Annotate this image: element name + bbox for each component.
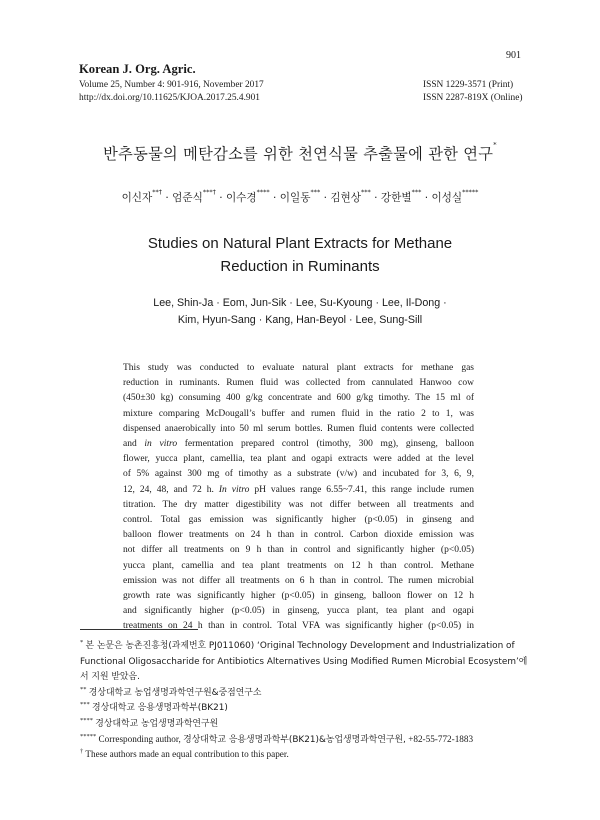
author-mark: *** (411, 188, 422, 196)
author-kr: 엄준식 (172, 192, 203, 204)
title-korean-text: 반추동물의 메탄감소를 위한 천연식물 추출물에 관한 연구 (103, 145, 494, 163)
footnote-corresponding (80, 732, 520, 748)
author-kr: 김현상 (330, 192, 362, 204)
footnote-affiliation (80, 685, 520, 701)
author-mark: *** (310, 188, 321, 196)
author-kr: 이성실 (431, 192, 463, 204)
author-mark: ***† (202, 188, 216, 196)
author-mark: **** (256, 188, 270, 196)
author-kr: 이수경 (225, 192, 257, 204)
title-english (0, 232, 600, 278)
issn-info (423, 79, 522, 104)
author-mark: *** (361, 188, 371, 196)
footnote-text: 경상대학교 농업생명과학연구원 (95, 718, 219, 729)
issue-info (79, 79, 264, 104)
footnote-text: 경상대학교 응용생명과학부(BK21) (92, 703, 228, 714)
footnote-divider (80, 629, 198, 630)
footnote-text: 경상대학교 농업생명과학연구원&중점연구소 (88, 687, 262, 698)
author-mark: **† (152, 188, 163, 196)
footnotes (80, 638, 528, 762)
footnote-text: Corresponding author, (98, 733, 181, 744)
authors-korean: 이신자**† · 엄준식***† · 이수경**** · 이일동*** · 김현상*** · 강한별*** · 이성실***** (121, 188, 479, 204)
title-footnote-mark: * (493, 141, 497, 149)
abstract-line: balloon flower treatments on 24 h than in control. Carbon dioxide emission was (123, 530, 474, 541)
footnote-text: 서 지원 받았음. (80, 672, 140, 683)
title-korean (0, 143, 600, 164)
abstract-text: 12, 24, 48, and 72 h. (123, 484, 214, 495)
abstract-line: emission was not differ all treatments on 6 h than in control. The rumen microbial (123, 575, 474, 586)
abstract-line: mixture comparing McDougall’s buffer and rumen fluid in the ratio 2 to 1, was (123, 408, 474, 419)
title-english-line: Studies on Natural Plant Extracts for Methane (147, 235, 453, 252)
footnote-mark: * (80, 639, 84, 646)
author-mark: ***** (462, 188, 479, 196)
abstract-text: fermentation prepared control (timothy, 300 mg), ginseng, balloon (184, 439, 475, 450)
footnote-mark: *** (80, 701, 90, 709)
abstract-line: and significantly higher (p<0.05) in ginseng, yucca plant, tea plant and ogapi (123, 606, 474, 617)
issn-online: ISSN 2287-819X (Online) (423, 92, 523, 103)
authors-english (0, 295, 600, 329)
author-kr: 이신자 (121, 192, 153, 204)
footnote-funding (80, 638, 520, 654)
abstract (123, 361, 474, 635)
page-number: 901 (506, 50, 521, 61)
footnote-mark: **** (80, 716, 93, 724)
abstract-line: treatments on 24 h than in control. Total VFA was significantly higher (p<0.05) in (123, 621, 474, 632)
footnote-text: These authors made an equal contribution to this paper. (85, 749, 289, 760)
authors-english-line: Kim, Hyun-Sang · Kang, Han-Beyol · Lee, Sung-Sill (177, 314, 423, 326)
author-kr: 이일동 (279, 192, 311, 204)
abstract-line (123, 437, 474, 452)
abstract-line: This study was conducted to evaluate natural plant extracts for methane gas (123, 363, 474, 373)
issn-print: ISSN 1229-3571 (Print) (423, 80, 514, 90)
abstract-line: dispensed anaerobically into 50 ml serum bottles. Rumen fluid contents were collected (123, 423, 474, 434)
footnote-text: 본 논문은 농촌진흥청(과제번호 PJ011060) ‘Original Technology Development and Industrialization of (85, 641, 515, 651)
abstract-line: not differ all treatments on 9 h than in control and significantly higher (p<0.05) (123, 545, 474, 556)
footnote-text: Functional Oligosaccharide for Antibiotics Alternatives Using Modified Rumen Microbial Ecosystem’에 (80, 656, 528, 667)
abstract-italic: In vitro (218, 484, 250, 495)
abstract-text: pH values range 6.55~7.41, this range include rumen (254, 484, 475, 495)
abstract-line: titration. The dry matter digestibility was not differ between all treatments and (123, 499, 474, 510)
footnote-funding-cont (80, 654, 528, 670)
footnote-text: 경상대학교 응용생명과학부(BK21)&농업생명과학연구원, (183, 734, 406, 745)
abstract-line: growth rate was significantly higher (p<0.05) in ginseng, balloon flower on 12 h (123, 591, 474, 602)
abstract-italic: in vitro (144, 439, 178, 450)
abstract-line: reduction in ruminants. Rumen fluid was collected from cannulated Hanwoo cow (123, 378, 474, 389)
footnote-funding-cont (80, 669, 520, 685)
footnote-mark: † (80, 748, 84, 756)
title-english-line: Reduction in Ruminants (220, 258, 380, 275)
journal-name: Korean J. Org. Agric. (79, 62, 196, 76)
footnote-phone: +82-55-772-1883 (408, 733, 474, 744)
abstract-line: flower, yucca plant, camellia, tea plant and ogapi extracts were added at the level (123, 454, 474, 465)
footnote-mark: ** (80, 685, 87, 693)
volume-line: Volume 25, Number 4: 901-916, November 2017 (79, 80, 264, 90)
abstract-line: of 5% against 300 mg of timothy as a substrate (v/w) and incubated for 3, 6, 9, (123, 469, 474, 480)
footnote-equal-contribution (80, 747, 520, 762)
abstract-line: yucca plant, camellia and tea plant treatments on 12 h than control. Methane (123, 560, 474, 571)
doi-line[interactable]: http://dx.doi.org/10.11625/KJOA.2017.25.4.901 (79, 92, 260, 103)
footnote-affiliation (80, 716, 520, 732)
authors-english-line: Lee, Shin-Ja · Eom, Jun-Sik · Lee, Su-Kyoung · Lee, Il-Dong · (153, 297, 447, 309)
author-kr: 강한별 (380, 192, 412, 204)
abstract-text: and (123, 439, 137, 450)
footnote-mark: ***** (80, 732, 97, 740)
abstract-line: control. Total gas emission was significantly higher (p<0.05) in ginseng and (123, 515, 474, 526)
abstract-line: (450±30 kg) consuming 400 g/kg concentrate and 600 g/kg timothy. The 15 ml of (123, 393, 474, 404)
abstract-line (123, 483, 474, 498)
footnote-affiliation (80, 700, 520, 716)
